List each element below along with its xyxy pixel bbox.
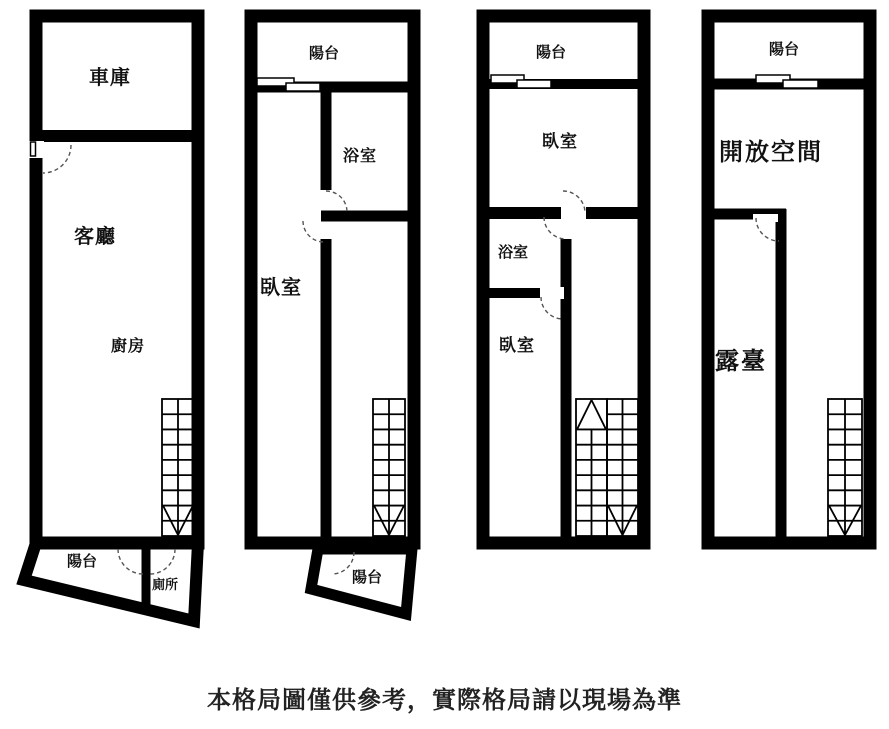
room-label-open-space: 開放空間 [719,139,823,166]
floor-2-plan [245,16,420,614]
room-label-bedroom: 臥室 [542,132,578,151]
floor3-door-opening [540,287,564,299]
room-label-bedroom: 臥室 [260,277,302,299]
room-label-garage: 車庫 [89,67,131,89]
room-label-balcony: 陽台 [308,45,340,62]
room-label-bathroom: 浴室 [497,244,529,261]
room-label-kitchen: 廚房 [110,338,146,355]
floor-3-plan [477,16,650,543]
room-label-balcony: 陽台 [535,44,567,61]
room-label-bedroom: 臥室 [499,336,535,355]
room-label-toilet: 廁所 [151,577,179,592]
window-symbol [517,80,551,88]
floor1-outer-wall [36,16,198,543]
room-label-balcony: 陽台 [66,553,98,570]
room-label-bathroom: 浴室 [342,148,378,165]
floor-1-plan [24,16,204,621]
disclaimer-caption: 本格局圖僅供參考，實際格局請以現場為準 [207,687,682,714]
window-symbol [783,80,818,88]
floor3-door-opening [561,206,586,220]
floor1-door-leaf [31,142,36,156]
room-label-living-room: 客廳 [74,226,116,248]
room-label-terrace: 露臺 [715,348,767,375]
floor-4-plan [702,16,876,543]
window-symbol [286,83,320,91]
room-label-balcony: 陽台 [351,569,383,586]
room-label-balcony: 陽台 [768,41,800,58]
